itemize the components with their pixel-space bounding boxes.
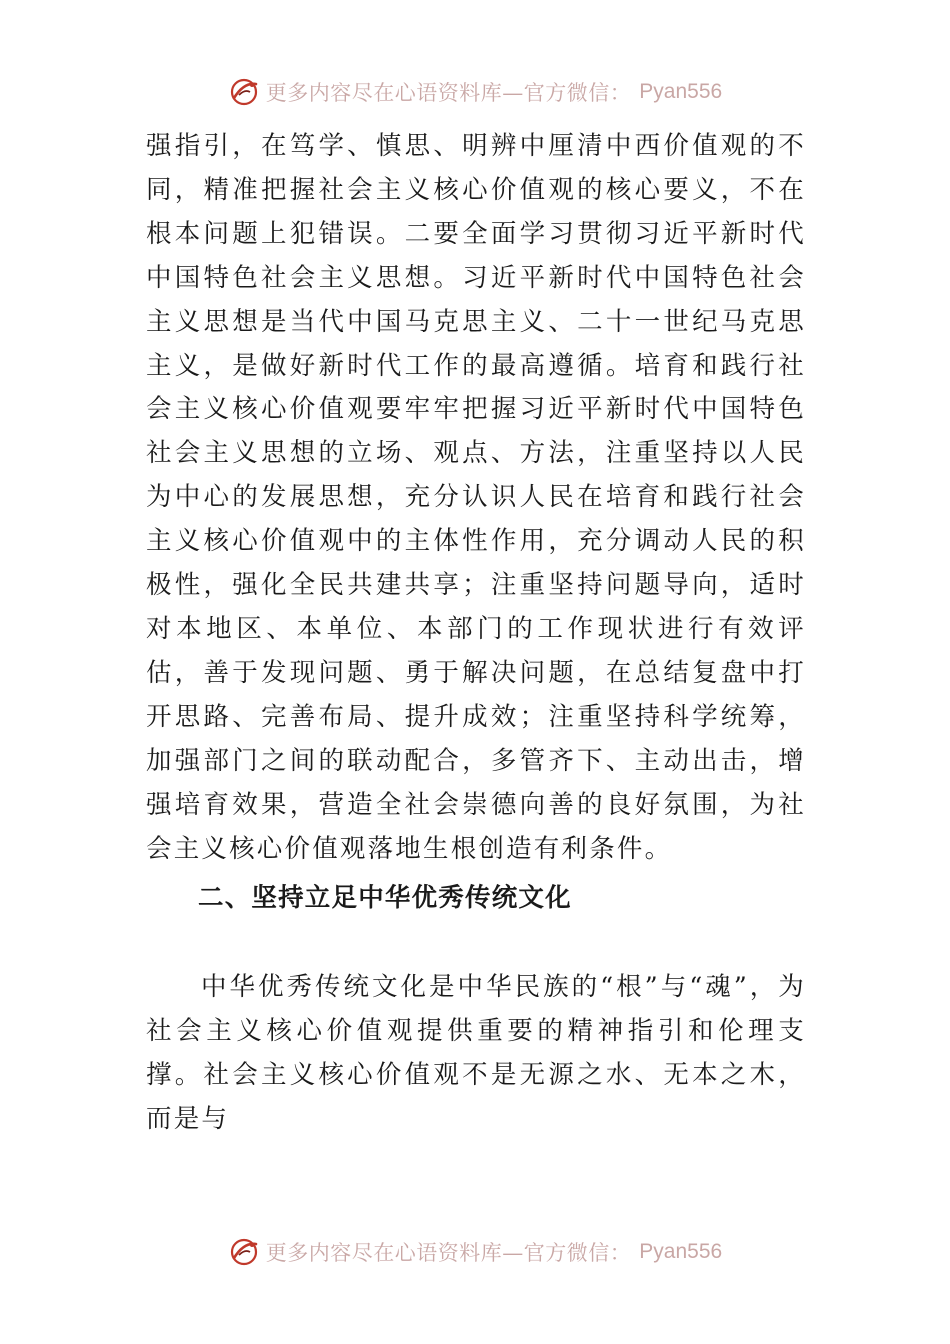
paragraph-continued: 强指引，在笃学、慎思、明辨中厘清中西价值观的不同，精准把握社会主义核心价值观的核心要义，不在根本问题上犯错误。二要全面学习贯彻习近平新时代中国特色社会主义思想。习近平新时代中国特色社会主义思想是当代中国马克思主义、二十一世纪马克思主义，是做好新时代工作的最高遵循。培育和践行社会主义核心价值观要牢牢把握习近平新时代中国特色社会主义思想的立场、观点、方法，注重坚持以人民为中心的发展思想，充分认识人民在培育和践行社会主义核心价值观中的主体性作用，充分调动人民的积极性，强化全民共建共享；注重坚持问题导向，适时对本地区、本单位、本部门的工作现状进行有效评估，善于发现问题、勇于解决问题，在总结复盘中打开思路、完善布局、提升成效；注重坚持科学统筹，加强部门之间的联动配合，多管齐下、主动出击，增强培育效果，营造全社会崇德向善的良好氛围，为社会主义核心价值观落地生根创造有利条件。 — [146, 131, 806, 864]
logo-icon — [228, 1236, 260, 1268]
watermark-text: 更多内容尽在心语资料库—官方微信： — [265, 81, 632, 105]
section-heading: 二、坚持立足中华优秀传统文化 — [198, 883, 572, 913]
watermark-text: 更多内容尽在心语资料库—官方微信： — [265, 1241, 632, 1265]
watermark-handle: Pyan556 — [639, 1240, 723, 1263]
watermark-handle: Pyan556 — [639, 80, 723, 103]
header-watermark — [0, 72, 950, 112]
paragraph-next: 中华优秀传统文化是中华民族的“根”与“魂”，为社会主义核心价值观提供重要的精神指引和伦理支撑。社会主义核心价值观不是无源之水、无本之木，而是与 — [146, 972, 806, 1134]
logo-icon — [228, 76, 260, 108]
footer-watermark — [0, 1232, 950, 1272]
